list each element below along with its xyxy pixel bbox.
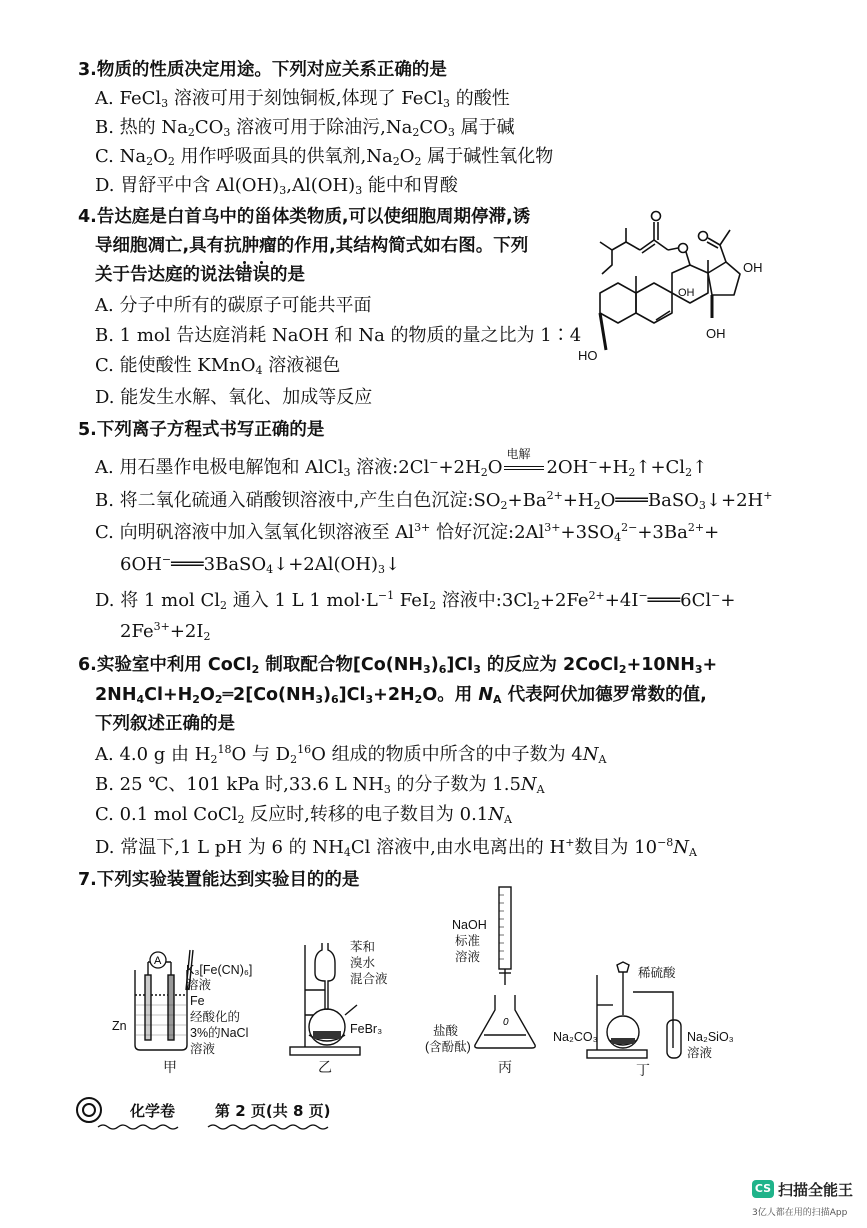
q4-option-a: A. 分子中所有的碳原子可能共平面 (95, 295, 372, 316)
q4-stem-line1: 4.告达庭是白首乌中的甾体类物质,可以使细胞周期停滞,诱 (78, 207, 531, 227)
q5-stem: 5.下列离子方程式书写正确的是 (78, 420, 325, 440)
ding-na2co3-label: Na₂CO₃ (553, 1030, 598, 1044)
yi-caption: 乙 (318, 1060, 332, 1076)
jia-zn-label: Zn (112, 1019, 127, 1033)
q5-option-c-line2: $6OH^-═══3BaSO_4↓+2Al(OH)_3↓$ (120, 553, 401, 576)
svg-text:0: 0 (503, 1017, 509, 1028)
ding-acid-label: 稀硫酸 (638, 966, 676, 980)
q6-option-c: C. 0.1 mol CoCl$_2$ 反应时,转移的电子数目为 $0.1N_A$ (95, 804, 512, 826)
q7-stem: 7.下列实验装置能达到实验目的的是 (78, 870, 360, 890)
ammeter-label: A (154, 955, 162, 967)
jia-sol-2: 3%的NaCl (190, 1026, 249, 1040)
jia-reagent: K₃[Fe(CN)₆] (186, 963, 253, 977)
oh-label-14: OH (706, 326, 726, 341)
q4-stem-line3: 关于告达庭的说法错误的是 (95, 265, 305, 285)
watermark-sub: 3亿人都在用的扫描App (752, 1208, 848, 1218)
q6-stem-line3: 下列叙述正确的是 (95, 714, 235, 734)
yi-label-2: 溴水 (350, 956, 376, 970)
ding-caption: 丁 (636, 1063, 650, 1079)
q5-option-a: A. 用石墨作电极电解饱和 AlCl$_3$ 溶液$:2Cl^-+2H_2O$ 电解 $2OH^-+H_2↑+Cl_2↑$ (95, 447, 708, 479)
q5-option-c-line1: C. 向明矾溶液中加入氢氧化钡溶液至 $Al^{3+}$ 恰好沉淀$:2Al^{3+}+3SO_4^{2-}+3Ba^{2+}+$ (95, 521, 720, 544)
q5-option-b: B. 将二氧化硫通入硝酸钡溶液中,产生白色沉淀$:SO_2+Ba^{2+}+H_2O═══BaSO_3↓+2H^+$ (95, 489, 773, 512)
q4-option-b: B. 1 mol 告达庭消耗 NaOH 和 Na 的物质的量之比为 1∶4 (95, 325, 582, 346)
q6-option-b: B. 25 ℃、101 kPa 时,33.6 L $NH_3$ 的分子数为 $1.5N_A$ (95, 774, 545, 796)
bing-label-1: NaOH (452, 918, 487, 932)
q3-option-a: A. FeCl$_3$ 溶液可用于刻蚀铜板,体现了 FeCl$_3$ 的酸性 (95, 88, 510, 110)
oh-label-17: OH (743, 260, 763, 275)
q6-option-d: D. 常温下,1 L pH 为 6 的 $NH_4Cl$ 溶液中,由水电离出的 H+数目为 $10^{-8}N_A$ (95, 836, 697, 859)
jia-fe-label: Fe (190, 994, 205, 1008)
ding-na2sio3-label: Na₂SiO₃ (687, 1030, 734, 1044)
q4-option-d: D. 能发生水解、氧化、加成等反应 (95, 387, 373, 408)
yi-label-1: 苯和 (350, 940, 376, 954)
q6-stem-line1: 6.实验室中利用 CoCl$_2$ 制取配合物$[Co(NH_3)_6]Cl_3$ 的反应为 $2CoCl_2+10NH_3+$ (78, 655, 718, 676)
footer-subject: 化学卷 (130, 1102, 176, 1120)
gagaminine-structure (578, 200, 780, 375)
q6-stem-line2: $2NH_4Cl+H_2O_2═2[Co(NH_3)_6]Cl_3+2H_2O$。用 $N_A$ 代表阿伏加德罗常数的值, (95, 685, 707, 706)
bing-label-5: (含酚酞) (425, 1040, 471, 1054)
jia-sol-1: 经酸化的 (190, 1010, 241, 1024)
q4-stem-line2: 导细胞凋亡,具有抗肿瘤的作用,其结构简式如右图。下列 (95, 236, 529, 256)
ho-label-3: HO (578, 348, 598, 363)
footer-logo-icon (74, 1095, 104, 1125)
q3-option-b: B. 热的 $Na_2CO_3$ 溶液可用于除油污$,Na_2CO_3$ 属于碱 (95, 117, 515, 139)
q5-option-d-line2: $2Fe^{3+}+2I_2$ (120, 620, 211, 643)
yi-label-3: 混合液 (350, 972, 388, 986)
apparatus-bing (470, 885, 550, 1060)
bing-label-3: 溶液 (455, 950, 481, 964)
yi-catalyst: FeBr₃ (350, 1022, 383, 1036)
jia-sol-3: 溶液 (190, 1042, 216, 1056)
q3-option-d: D. 胃舒平中含 $Al(OH)_3,Al(OH)_3$ 能中和胃酸 (95, 175, 458, 197)
bing-label-2: 标准 (455, 934, 481, 948)
bing-caption: 丙 (498, 1060, 512, 1076)
jia-reagent-2: 溶液 (186, 978, 212, 992)
q5-option-d-line1: D. 将 1 mol $Cl_2$ 通入 1 L 1 $mol\cdot L^{-1}$ FeI$_2$ 溶液中$:3Cl_2+2Fe^{2+}+4I^-═══6Cl^-+$ (95, 589, 736, 612)
watermark-title: 扫描全能王 (778, 1181, 854, 1199)
oh-label-c: OH (678, 287, 695, 299)
footer-wave (98, 1123, 338, 1131)
q6-option-a: A. 4.0 g 由 $H_2^{18}O$ 与 $D_2^{16}O$ 组成的物质中所含的中子数为 $4N_A$ (95, 743, 607, 766)
q4-option-c: C. 能使酸性 KMnO$_4$ 溶液褪色 (95, 355, 341, 377)
bing-label-4: 盐酸 (433, 1024, 459, 1038)
q3-stem: 3.物质的性质决定用途。下列对应关系正确的是 (78, 60, 447, 80)
jia-caption: 甲 (163, 1060, 177, 1076)
watermark-badge: CS (752, 1180, 774, 1198)
ding-sol-label: 溶液 (687, 1046, 713, 1060)
footer-page: 第 2 页(共 8 页) (215, 1102, 331, 1120)
q3-option-c: C. $Na_2O_2$ 用作呼吸面具的供氧剂$,Na_2O_2$ 属于碱性氧化物 (95, 146, 554, 168)
